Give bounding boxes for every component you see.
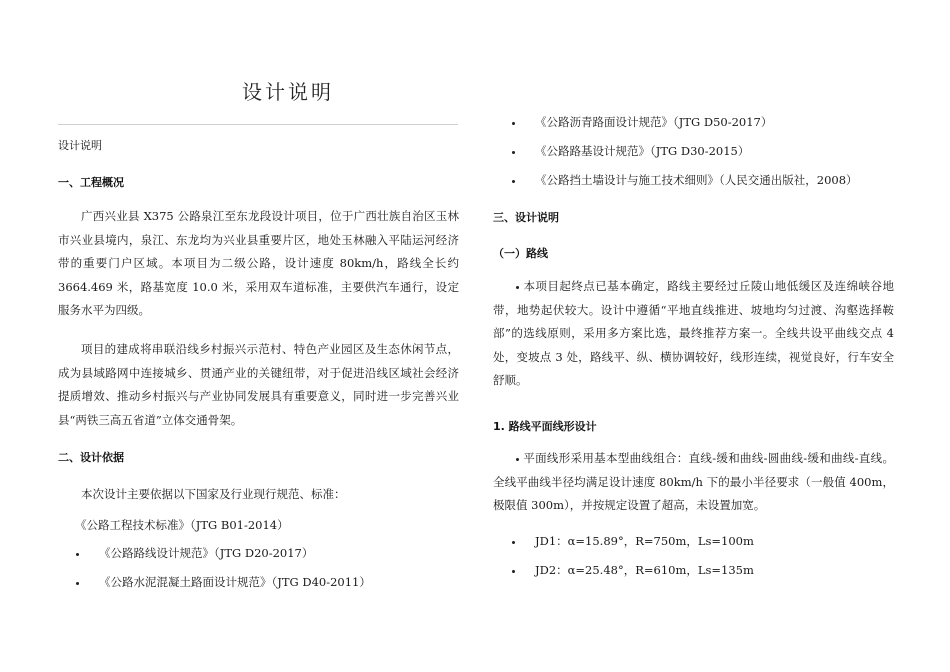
paragraph-plane-alignment: 平面线形采用基本型曲线组合：直线-缓和曲线-圆曲线-缓和曲线-直线。全线平曲线半径均满足设计速度 80km/h 下的最小半径要求（一般值 400m，极限值 300m），并按规定设置了超高，未设置加宽。: [493, 451, 894, 512]
title-divider: [58, 124, 458, 125]
heading-design-basis: 二、设计依据: [58, 451, 124, 464]
bullet-icon: [516, 458, 519, 461]
paragraph-route: 本项目起终点已基本确定，路线主要经过丘陵山地低缓区及连绵峡谷地带，地势起伏较大。设计中遵循“平地直线推进、坡地均匀过渡、沟壑选择鞍部”的选线原则，采用多方案比选，最终推荐方案一。全线共设平曲线交点 4 处，变坡点 3 处，路线平、纵、横协调较好，线形连续，视觉良好，行车安全舒顺。: [493, 279, 894, 387]
paragraph-overview-1: 广西兴业县 X375 公路泉江至东龙段设计项目，位于广西壮族自治区玉林市兴业县境内，泉江、东龙均为兴业县重要片区，地处玉林融入平陆运河经济带的重要门户区域。本项目为二级公路，设计速度 80km/h，路线全长约 3664.469 米，路基宽度 10.0 米，采用双车道标准，主要供汽车通行，设定服务水平为四级。: [58, 209, 459, 317]
standard-item: 《公路挡土墙设计与施工技术细则》（人民交通出版社，2008）: [512, 172, 858, 188]
bullet-icon: [516, 286, 519, 289]
heading-plane-alignment: 1. 路线平面线形设计: [493, 420, 597, 433]
bullet-icon: [512, 180, 515, 183]
paragraph-overview-2: 项目的建成将串联沿线乡村振兴示范村、特色产业园区及生态休闲节点，成为县域路网中连接城乡、贯通产业的关键纽带，对于促进沿线区域社会经济提质增效、推动乡村振兴与产业协同发展具有重要意义，同时进一步完善兴业县“两铁三高五省道”立体交通骨架。: [58, 342, 459, 427]
bullet-icon: [76, 553, 79, 556]
standard-item: 《公路沥青路面设计规范》（JTG D50-2017）: [512, 114, 772, 130]
section-subtitle: 设计说明: [58, 139, 102, 152]
bullet-icon: [512, 151, 515, 154]
standard-item: 《公路路基设计规范》（JTG D30-2015）: [512, 143, 749, 159]
standard-item: 《公路水泥混凝土路面设计规范》（JTG D40-2011）: [76, 574, 371, 590]
page-title: 设计说明: [242, 80, 334, 104]
heading-design-description: 三、设计说明: [493, 211, 559, 224]
standard-item: 《公路路线设计规范》（JTG D20-2017）: [76, 545, 313, 561]
bullet-icon: [512, 570, 515, 573]
heading-project-overview: 一、工程概况: [58, 176, 124, 189]
bullet-icon: [76, 582, 79, 585]
paragraph-basis: 本次设计主要依据以下国家及行业现行规范、标准：: [81, 487, 346, 501]
standard-item: 《公路工程技术标准》（JTG B01-2014）: [75, 518, 289, 532]
bullet-icon: [512, 122, 515, 125]
curve-item-jd2: JD2：α=25.48°，R=610m，Ls=135m: [512, 562, 754, 578]
bullet-icon: [512, 541, 515, 544]
curve-item-jd1: JD1：α=15.89°，R=750m，Ls=100m: [512, 533, 754, 549]
heading-route: （一）路线: [493, 247, 548, 260]
